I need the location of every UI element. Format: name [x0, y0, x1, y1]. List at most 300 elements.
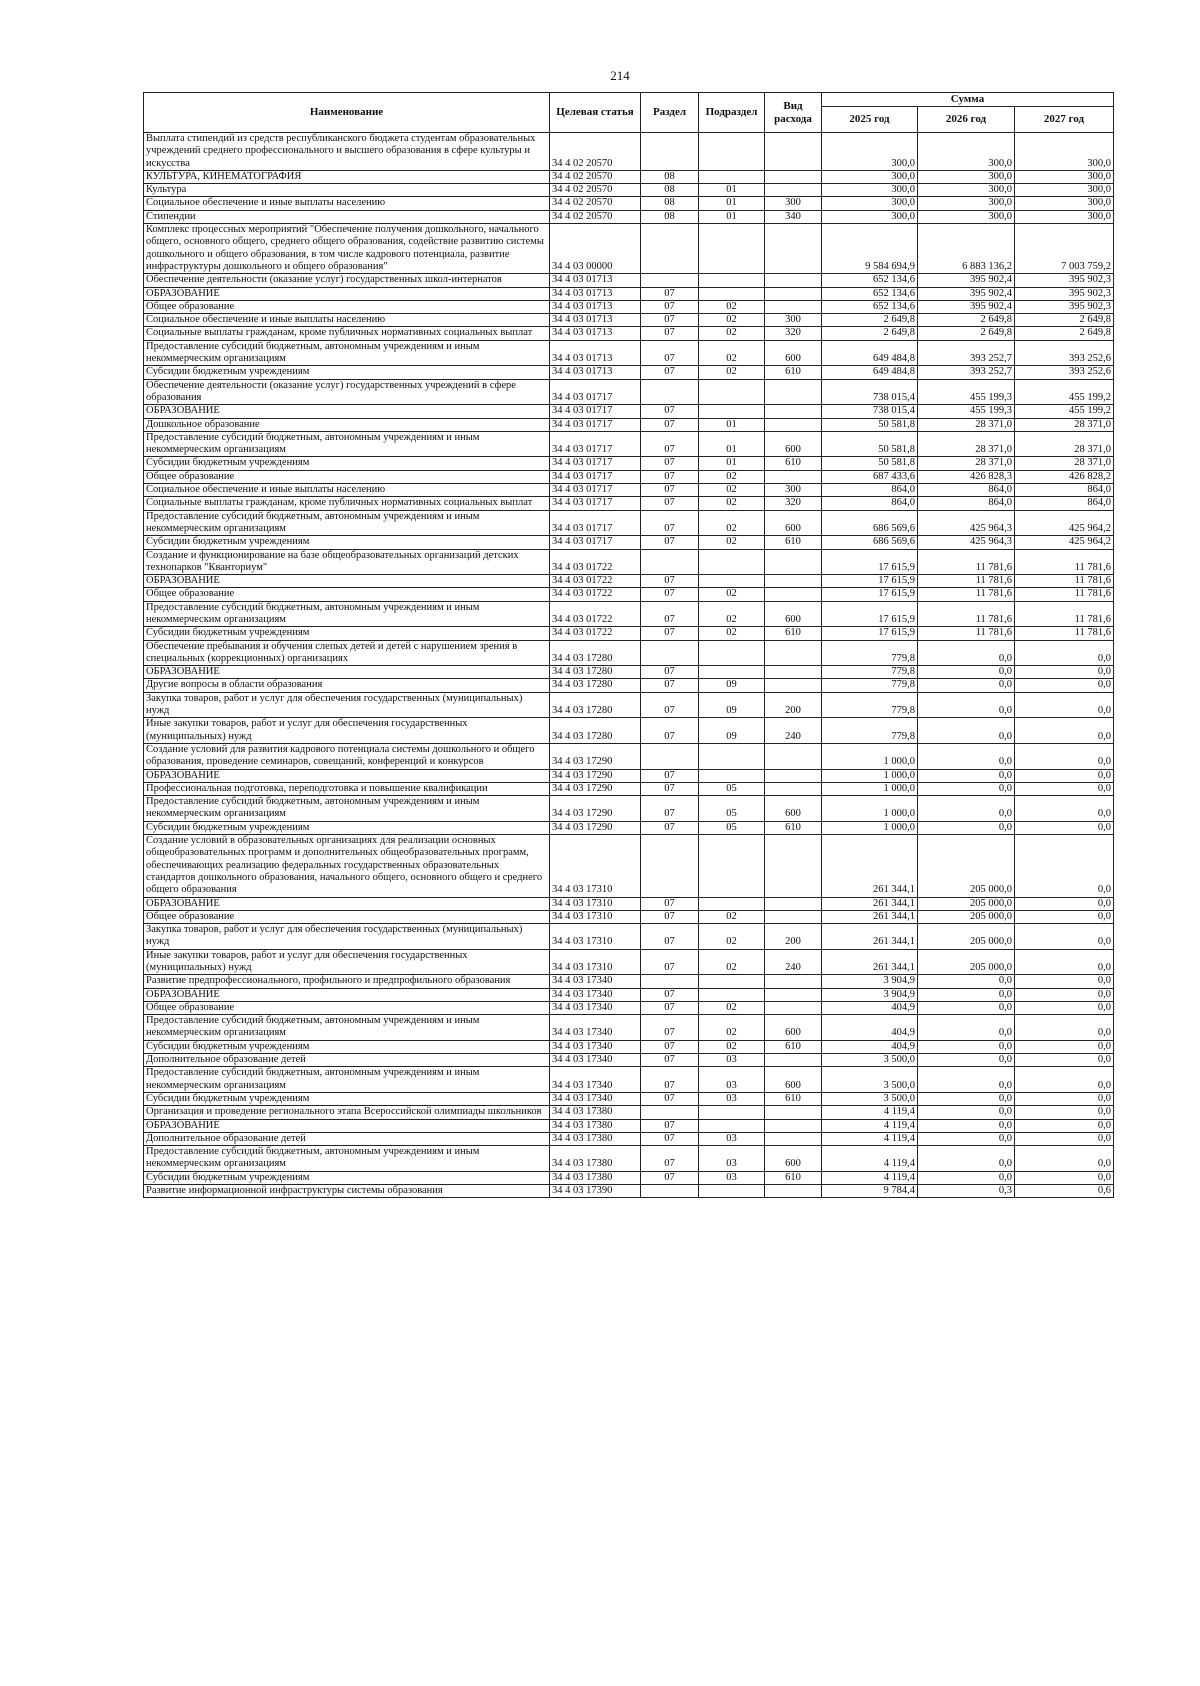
row-sum-2026: 205 000,0: [918, 910, 1015, 923]
row-sum-2026: 0,0: [918, 1171, 1015, 1184]
row-sum-2025: 779,8: [822, 718, 918, 744]
row-expense-type: 200: [765, 692, 822, 718]
row-expense-type: [765, 897, 822, 910]
table-row: [144, 184, 1114, 197]
row-name: Субсидии бюджетным учреждениям: [144, 1092, 550, 1105]
table-row: [144, 910, 1114, 923]
row-sum-2027: 425 964,2: [1015, 536, 1114, 549]
row-sum-2027: 11 781,6: [1015, 549, 1114, 575]
row-target-code: 34 4 03 01713: [550, 287, 641, 300]
row-sum-2026: 0,0: [918, 1054, 1015, 1067]
row-sum-2027: 395 902,3: [1015, 274, 1114, 287]
row-subsection: [699, 379, 765, 405]
row-name: Субсидии бюджетным учреждениям: [144, 627, 550, 640]
row-sum-2026: 300,0: [918, 133, 1015, 171]
row-sum-2025: 261 344,1: [822, 949, 918, 975]
row-name: Субсидии бюджетным учреждениям: [144, 821, 550, 834]
row-sum-2026: 0,0: [918, 1040, 1015, 1053]
row-sum-2027: 0,0: [1015, 679, 1114, 692]
table-row: [144, 1185, 1114, 1198]
row-sum-2026: 0,0: [918, 1146, 1015, 1172]
table-row: [144, 497, 1114, 510]
row-section: 07: [641, 1119, 699, 1132]
table-row: [144, 170, 1114, 183]
row-target-code: 34 4 03 01717: [550, 431, 641, 457]
row-name: Предоставление субсидий бюджетным, автономным учреждениям и иным некоммерческим организациям: [144, 1146, 550, 1172]
row-expense-type: 200: [765, 924, 822, 950]
row-name: ОБРАЗОВАНИЕ: [144, 666, 550, 679]
row-subsection: [699, 975, 765, 988]
row-sum-2025: 17 615,9: [822, 575, 918, 588]
row-subsection: [699, 575, 765, 588]
row-subsection: 02: [699, 536, 765, 549]
row-expense-type: 610: [765, 536, 822, 549]
row-section: [641, 1185, 699, 1198]
row-subsection: 01: [699, 431, 765, 457]
row-section: 07: [641, 949, 699, 975]
table-row: [144, 782, 1114, 795]
table-row: [144, 327, 1114, 340]
row-name: Создание условий в образовательных организациях для реализации основных общеобразовательных программ и дополнительных общеобразовательных программ, обеспечивающих реализацию федеральных государственных образовательных стандартов дошкольного образования, начального общего, основного общего и среднего общего образования: [144, 835, 550, 897]
row-sum-2025: 1 000,0: [822, 782, 918, 795]
row-sum-2026: 393 252,7: [918, 340, 1015, 366]
row-sum-2025: 649 484,8: [822, 340, 918, 366]
table-row: [144, 769, 1114, 782]
table-row: [144, 692, 1114, 718]
row-expense-type: [765, 640, 822, 666]
row-name: Культура: [144, 184, 550, 197]
row-target-code: 34 4 02 20570: [550, 170, 641, 183]
row-section: 07: [641, 666, 699, 679]
row-section: [641, 133, 699, 171]
row-sum-2025: 649 484,8: [822, 366, 918, 379]
row-sum-2025: 17 615,9: [822, 588, 918, 601]
row-target-code: 34 4 03 17280: [550, 679, 641, 692]
row-sum-2026: 0,0: [918, 1015, 1015, 1041]
row-section: 07: [641, 988, 699, 1001]
row-section: 07: [641, 510, 699, 536]
table-row: [144, 1132, 1114, 1145]
row-sum-2026: 300,0: [918, 170, 1015, 183]
row-section: [641, 743, 699, 769]
row-expense-type: 340: [765, 210, 822, 223]
row-sum-2025: 50 581,8: [822, 418, 918, 431]
row-expense-type: [765, 575, 822, 588]
header-sum: Сумма: [822, 93, 1114, 107]
row-sum-2025: 261 344,1: [822, 924, 918, 950]
row-sum-2025: 300,0: [822, 184, 918, 197]
row-name: ОБРАЗОВАНИЕ: [144, 988, 550, 1001]
row-expense-type: [765, 133, 822, 171]
row-section: 07: [641, 1067, 699, 1093]
row-target-code: 34 4 03 17310: [550, 949, 641, 975]
row-sum-2025: 1 000,0: [822, 769, 918, 782]
row-sum-2027: 426 828,2: [1015, 470, 1114, 483]
row-section: [641, 549, 699, 575]
row-expense-type: 600: [765, 1015, 822, 1041]
row-sum-2026: 28 371,0: [918, 431, 1015, 457]
row-subsection: 02: [699, 924, 765, 950]
row-subsection: 01: [699, 197, 765, 210]
row-subsection: [699, 133, 765, 171]
header-expense: Вид расхода: [765, 93, 822, 133]
row-sum-2026: 205 000,0: [918, 897, 1015, 910]
row-section: 07: [641, 679, 699, 692]
row-sum-2026: 0,0: [918, 975, 1015, 988]
row-sum-2027: 0,0: [1015, 924, 1114, 950]
row-expense-type: 600: [765, 1146, 822, 1172]
row-expense-type: 610: [765, 627, 822, 640]
row-name: Общее образование: [144, 470, 550, 483]
row-section: [641, 640, 699, 666]
row-target-code: 34 4 03 17340: [550, 1092, 641, 1105]
row-sum-2027: 0,0: [1015, 1119, 1114, 1132]
row-expense-type: 610: [765, 1171, 822, 1184]
row-expense-type: [765, 782, 822, 795]
table-row: [144, 210, 1114, 223]
row-sum-2025: 1 000,0: [822, 796, 918, 822]
header-target: Целевая статья: [550, 93, 641, 133]
row-subsection: 05: [699, 796, 765, 822]
table-row: [144, 679, 1114, 692]
row-name: Субсидии бюджетным учреждениям: [144, 536, 550, 549]
row-section: 07: [641, 536, 699, 549]
row-sum-2027: 455 199,2: [1015, 405, 1114, 418]
table-row: [144, 431, 1114, 457]
row-expense-type: [765, 1119, 822, 1132]
row-subsection: 02: [699, 1015, 765, 1041]
row-expense-type: 240: [765, 949, 822, 975]
row-target-code: 34 4 03 17380: [550, 1146, 641, 1172]
row-name: Организация и проведение регионального этапа Всероссийской олимпиады школьников: [144, 1106, 550, 1119]
row-name: Предоставление субсидий бюджетным, автономным учреждениям и иным некоммерческим организациям: [144, 1015, 550, 1041]
table-row: [144, 274, 1114, 287]
page-number: 214: [610, 68, 630, 83]
row-expense-type: 600: [765, 601, 822, 627]
table-body: [144, 133, 1114, 1198]
table-row: [144, 988, 1114, 1001]
row-expense-type: 300: [765, 484, 822, 497]
row-sum-2027: 395 902,3: [1015, 287, 1114, 300]
row-name: Создание и функционирование на базе общеобразовательных организаций детских технопарков "Кванториум": [144, 549, 550, 575]
row-section: 07: [641, 588, 699, 601]
row-name: ОБРАЗОВАНИЕ: [144, 405, 550, 418]
row-target-code: 34 4 03 01722: [550, 549, 641, 575]
row-sum-2025: 261 344,1: [822, 910, 918, 923]
row-target-code: 34 4 03 17310: [550, 835, 641, 897]
row-expense-type: [765, 1132, 822, 1145]
row-target-code: 34 4 03 01722: [550, 588, 641, 601]
row-sum-2025: 50 581,8: [822, 457, 918, 470]
table-row: [144, 1001, 1114, 1014]
row-target-code: 34 4 03 17280: [550, 666, 641, 679]
row-sum-2025: 3 500,0: [822, 1054, 918, 1067]
row-subsection: [699, 549, 765, 575]
row-name: Создание условий для развития кадрового потенциала системы дошкольного и общего образования, проведение семинаров, совещаний, конференций и конкурсов: [144, 743, 550, 769]
row-sum-2025: 779,8: [822, 679, 918, 692]
row-subsection: 02: [699, 314, 765, 327]
row-subsection: 02: [699, 340, 765, 366]
row-expense-type: 300: [765, 197, 822, 210]
row-name: Субсидии бюджетным учреждениям: [144, 457, 550, 470]
row-subsection: 02: [699, 601, 765, 627]
row-expense-type: [765, 405, 822, 418]
row-expense-type: [765, 988, 822, 1001]
row-sum-2025: 3 500,0: [822, 1092, 918, 1105]
row-target-code: 34 4 02 20570: [550, 197, 641, 210]
row-sum-2025: 3 904,9: [822, 975, 918, 988]
row-target-code: 34 4 03 01717: [550, 484, 641, 497]
table-row: [144, 549, 1114, 575]
row-sum-2027: 0,0: [1015, 988, 1114, 1001]
row-subsection: 03: [699, 1132, 765, 1145]
row-name: Социальное обеспечение и иные выплаты населению: [144, 197, 550, 210]
row-subsection: [699, 224, 765, 274]
row-section: 08: [641, 184, 699, 197]
row-target-code: 34 4 03 01717: [550, 405, 641, 418]
row-section: 07: [641, 300, 699, 313]
row-target-code: 34 4 03 01717: [550, 536, 641, 549]
row-target-code: 34 4 03 01717: [550, 470, 641, 483]
row-name: Социальное обеспечение и иные выплаты населению: [144, 484, 550, 497]
table-row: [144, 924, 1114, 950]
row-sum-2027: 0,0: [1015, 1015, 1114, 1041]
row-sum-2025: 4 119,4: [822, 1171, 918, 1184]
row-sum-2025: 9 784,4: [822, 1185, 918, 1198]
row-expense-type: 240: [765, 718, 822, 744]
table-row: [144, 897, 1114, 910]
row-subsection: 02: [699, 510, 765, 536]
row-subsection: 03: [699, 1146, 765, 1172]
row-sum-2027: 11 781,6: [1015, 588, 1114, 601]
row-subsection: [699, 274, 765, 287]
row-target-code: 34 4 03 17340: [550, 988, 641, 1001]
row-sum-2025: 261 344,1: [822, 897, 918, 910]
row-subsection: [699, 1119, 765, 1132]
row-subsection: [699, 743, 765, 769]
header-2027: 2027 год: [1015, 107, 1114, 133]
row-expense-type: [765, 224, 822, 274]
row-sum-2026: 0,0: [918, 1132, 1015, 1145]
row-sum-2025: 404,9: [822, 1015, 918, 1041]
row-sum-2027: 0,0: [1015, 1106, 1114, 1119]
row-subsection: 01: [699, 418, 765, 431]
table-row: [144, 300, 1114, 313]
row-target-code: 34 4 03 01713: [550, 366, 641, 379]
row-sum-2025: 652 134,6: [822, 287, 918, 300]
row-sum-2026: 205 000,0: [918, 949, 1015, 975]
row-section: 07: [641, 601, 699, 627]
row-sum-2027: 0,0: [1015, 1001, 1114, 1014]
row-sum-2025: 50 581,8: [822, 431, 918, 457]
row-sum-2025: 404,9: [822, 1001, 918, 1014]
row-sum-2027: 0,0: [1015, 835, 1114, 897]
row-subsection: 03: [699, 1067, 765, 1093]
row-name: Закупка товаров, работ и услуг для обеспечения государственных (муниципальных) нужд: [144, 692, 550, 718]
row-sum-2026: 11 781,6: [918, 588, 1015, 601]
row-subsection: 03: [699, 1054, 765, 1067]
row-name: ОБРАЗОВАНИЕ: [144, 287, 550, 300]
row-sum-2026: 395 902,4: [918, 274, 1015, 287]
row-sum-2026: 455 199,3: [918, 379, 1015, 405]
table-row: [144, 949, 1114, 975]
row-section: 07: [641, 287, 699, 300]
row-subsection: 09: [699, 692, 765, 718]
row-sum-2027: 0,0: [1015, 1092, 1114, 1105]
row-expense-type: 300: [765, 314, 822, 327]
row-sum-2027: 0,0: [1015, 1146, 1114, 1172]
row-target-code: 34 4 03 17280: [550, 692, 641, 718]
row-section: 07: [641, 366, 699, 379]
row-subsection: 03: [699, 1171, 765, 1184]
row-name: Обеспечение деятельности (оказание услуг) государственных школ-интернатов: [144, 274, 550, 287]
row-section: 07: [641, 405, 699, 418]
row-sum-2026: 864,0: [918, 497, 1015, 510]
row-target-code: 34 4 03 01717: [550, 379, 641, 405]
row-sum-2026: 864,0: [918, 484, 1015, 497]
row-name: Предоставление субсидий бюджетным, автономным учреждениям и иным некоммерческим организациям: [144, 431, 550, 457]
row-subsection: 05: [699, 782, 765, 795]
row-target-code: 34 4 03 01717: [550, 418, 641, 431]
row-sum-2025: 300,0: [822, 133, 918, 171]
row-target-code: 34 4 03 01722: [550, 601, 641, 627]
row-sum-2027: 864,0: [1015, 497, 1114, 510]
row-sum-2026: 395 902,4: [918, 287, 1015, 300]
row-target-code: 34 4 03 17290: [550, 769, 641, 782]
row-sum-2027: 28 371,0: [1015, 431, 1114, 457]
row-subsection: [699, 769, 765, 782]
row-sum-2026: 0,0: [918, 640, 1015, 666]
row-expense-type: [765, 743, 822, 769]
row-target-code: 34 4 03 01713: [550, 340, 641, 366]
row-sum-2025: 4 119,4: [822, 1146, 918, 1172]
row-sum-2027: 0,0: [1015, 1132, 1114, 1145]
row-subsection: 09: [699, 679, 765, 692]
row-section: 07: [641, 497, 699, 510]
row-sum-2026: 11 781,6: [918, 549, 1015, 575]
row-expense-type: [765, 1054, 822, 1067]
row-sum-2026: 0,0: [918, 679, 1015, 692]
row-target-code: 34 4 03 17380: [550, 1132, 641, 1145]
row-sum-2026: 11 781,6: [918, 575, 1015, 588]
row-subsection: 02: [699, 588, 765, 601]
row-sum-2027: 0,0: [1015, 666, 1114, 679]
row-expense-type: [765, 549, 822, 575]
row-sum-2025: 3 500,0: [822, 1067, 918, 1093]
row-subsection: [699, 405, 765, 418]
row-section: 07: [641, 692, 699, 718]
row-section: [641, 835, 699, 897]
row-subsection: 02: [699, 910, 765, 923]
row-sum-2026: 2 649,8: [918, 314, 1015, 327]
row-target-code: 34 4 03 17290: [550, 743, 641, 769]
row-target-code: 34 4 03 01717: [550, 457, 641, 470]
table-row: [144, 133, 1114, 171]
row-name: Развитие предпрофессионального, профильного и предпрофильного образования: [144, 975, 550, 988]
table-row: [144, 366, 1114, 379]
row-sum-2027: 11 781,6: [1015, 627, 1114, 640]
row-name: Субсидии бюджетным учреждениям: [144, 1171, 550, 1184]
row-name: Общее образование: [144, 910, 550, 923]
row-name: ОБРАЗОВАНИЕ: [144, 1119, 550, 1132]
row-sum-2027: 300,0: [1015, 184, 1114, 197]
table-row: [144, 575, 1114, 588]
row-subsection: 01: [699, 184, 765, 197]
row-sum-2025: 652 134,6: [822, 274, 918, 287]
row-sum-2025: 687 433,6: [822, 470, 918, 483]
row-expense-type: 600: [765, 340, 822, 366]
table-row: [144, 405, 1114, 418]
row-expense-type: [765, 1185, 822, 1198]
row-expense-type: [765, 170, 822, 183]
row-section: 07: [641, 910, 699, 923]
row-subsection: 02: [699, 1040, 765, 1053]
row-sum-2027: 2 649,8: [1015, 314, 1114, 327]
row-sum-2026: 0,0: [918, 743, 1015, 769]
row-sum-2025: 3 904,9: [822, 988, 918, 1001]
table-row: [144, 418, 1114, 431]
row-sum-2026: 0,0: [918, 1001, 1015, 1014]
row-subsection: 02: [699, 497, 765, 510]
row-target-code: 34 4 03 17310: [550, 897, 641, 910]
table-row: [144, 1067, 1114, 1093]
table-row: [144, 640, 1114, 666]
row-target-code: 34 4 03 17310: [550, 910, 641, 923]
row-sum-2027: 0,0: [1015, 769, 1114, 782]
row-name: Субсидии бюджетным учреждениям: [144, 366, 550, 379]
row-expense-type: [765, 274, 822, 287]
row-target-code: 34 4 02 20570: [550, 210, 641, 223]
row-expense-type: [765, 588, 822, 601]
table-row: [144, 1119, 1114, 1132]
row-target-code: 34 4 03 17290: [550, 821, 641, 834]
row-sum-2027: 0,0: [1015, 640, 1114, 666]
row-target-code: 34 4 03 17380: [550, 1119, 641, 1132]
row-sum-2025: 17 615,9: [822, 549, 918, 575]
row-sum-2027: 864,0: [1015, 484, 1114, 497]
row-target-code: 34 4 03 17280: [550, 640, 641, 666]
row-sum-2025: 17 615,9: [822, 601, 918, 627]
row-sum-2025: 4 119,4: [822, 1119, 918, 1132]
row-target-code: 34 4 03 17340: [550, 1015, 641, 1041]
row-name: Комплекс процессных мероприятий "Обеспечение получения дошкольного, начального общего, основного общего, среднего общего образования, содействие развитию системы дошкольного и общего образования, в том числе кадрового потенциала, развитие инфраструктуры дошкольного и общего образования": [144, 224, 550, 274]
row-sum-2027: 0,0: [1015, 692, 1114, 718]
row-section: 07: [641, 1001, 699, 1014]
row-sum-2027: 395 902,3: [1015, 300, 1114, 313]
row-section: [641, 379, 699, 405]
row-expense-type: [765, 769, 822, 782]
row-name: Предоставление субсидий бюджетным, автономным учреждениям и иным некоммерческим организациям: [144, 796, 550, 822]
row-sum-2026: 0,3: [918, 1185, 1015, 1198]
row-target-code: 34 4 03 17310: [550, 924, 641, 950]
row-sum-2026: 205 000,0: [918, 835, 1015, 897]
row-target-code: 34 4 03 17340: [550, 975, 641, 988]
row-name: Социальное обеспечение и иные выплаты населению: [144, 314, 550, 327]
table-row: [144, 457, 1114, 470]
header-2026: 2026 год: [918, 107, 1015, 133]
row-name: ОБРАЗОВАНИЕ: [144, 897, 550, 910]
row-expense-type: [765, 184, 822, 197]
row-sum-2027: 28 371,0: [1015, 418, 1114, 431]
row-subsection: 02: [699, 300, 765, 313]
row-expense-type: [765, 470, 822, 483]
row-section: 07: [641, 1015, 699, 1041]
row-name: Иные закупки товаров, работ и услуг для обеспечения государственных (муниципальных) нужд: [144, 718, 550, 744]
row-name: ОБРАЗОВАНИЕ: [144, 575, 550, 588]
table-row: [144, 718, 1114, 744]
table-row: [144, 510, 1114, 536]
row-sum-2025: 738 015,4: [822, 379, 918, 405]
